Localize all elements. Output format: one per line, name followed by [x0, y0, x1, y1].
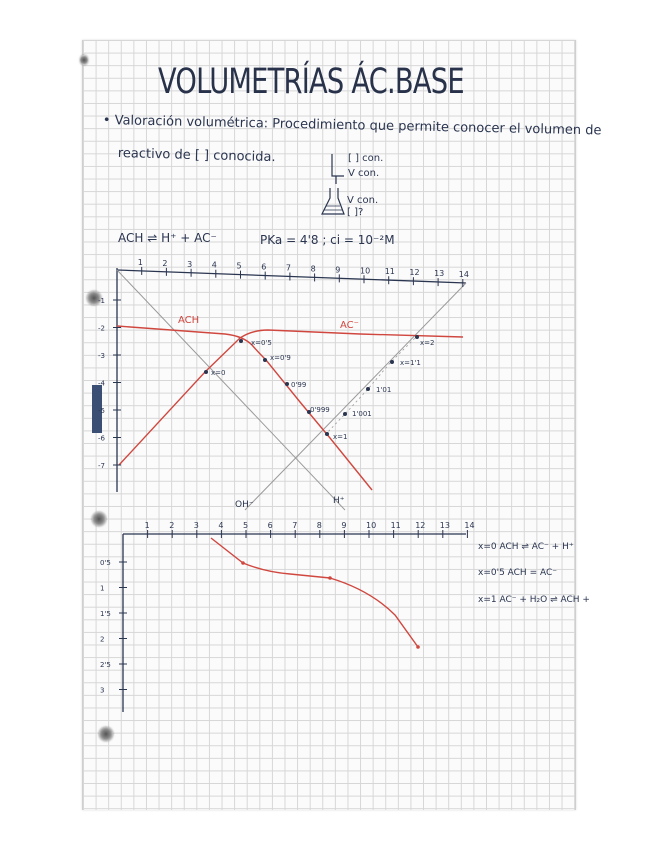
log-x-tick-label: 10 [360, 266, 371, 276]
log-x-tick-label: 1 [137, 257, 143, 267]
point-x11 [390, 360, 394, 364]
titration-x-tick-label: 7 [292, 521, 298, 530]
label-x1: x=1 [333, 433, 348, 441]
label-x101: 1'01 [376, 386, 392, 394]
label-x2: x=2 [420, 339, 435, 347]
point-x2 [415, 335, 419, 339]
titration-point-b [328, 576, 332, 580]
titration-y-tick-label: 0'5 [100, 559, 111, 567]
label-ac: AC⁻ [340, 320, 359, 331]
log-x-tick-label: 13 [434, 269, 445, 279]
ac-curve [119, 330, 463, 465]
titration-x-tick-label: 1 [144, 521, 150, 530]
burette-vol-note: V con. [348, 168, 380, 179]
titration-y-tick-label: 1'5 [100, 610, 111, 618]
log-x-tick-label: 7 [285, 263, 291, 273]
label-x1001: 1'001 [352, 410, 372, 418]
titration-x-tick-label: 3 [193, 521, 199, 530]
label-ach: ACH [178, 315, 200, 326]
log-x-tick-label: 14 [458, 270, 469, 280]
log-y-tick-label: -6 [98, 434, 105, 443]
ach-curve [117, 326, 372, 490]
point-x05 [239, 339, 243, 343]
log-y-tick-label: -4 [98, 379, 105, 388]
oh-minus-line [245, 283, 466, 510]
titration-curve [211, 538, 418, 647]
titration-y-tick-label: 2'5 [100, 661, 111, 669]
log-y-tick-label: -2 [98, 324, 105, 333]
equilibrium-equation: ACH ⇌ H⁺ + AC⁻ [118, 231, 217, 245]
point-x101 [366, 387, 370, 391]
h-plus-line [117, 270, 348, 510]
titration-x-tick-label: 8 [316, 521, 322, 530]
point-x099 [285, 382, 289, 386]
label-oh: OH⁻ [235, 500, 254, 510]
titration-y-tick-label: 3 [100, 686, 105, 695]
note-x0: x=0 ACH ⇌ AC⁻ + H⁺ [478, 542, 574, 552]
log-y-tick-label: -5 [98, 407, 105, 415]
titration-x-tick-label: 14 [464, 521, 475, 530]
flask-conc-note: [ ]? [347, 207, 364, 218]
label-x11: x=1'1 [400, 359, 421, 367]
log-x-tick-label: 6 [261, 262, 267, 272]
label-h: H⁺ [333, 496, 345, 506]
titration-x-tick-label: 4 [218, 521, 224, 530]
titration-x-tick-label: 2 [169, 521, 175, 530]
log-x-tick-label: 4 [211, 260, 217, 270]
titration-x-tick-label: 12 [415, 521, 426, 530]
titration-x-tick-label: 11 [390, 521, 401, 530]
titration-point-a [241, 561, 245, 565]
titration-x-tick-label: 10 [366, 521, 377, 530]
point-x1001 [343, 412, 347, 416]
log-y-tick-label: -1 [98, 297, 105, 305]
titration-x-tick-label: 6 [267, 521, 273, 530]
label-x0: x=0 [211, 369, 226, 377]
label-x05: x=0'5 [251, 339, 272, 347]
log-x-tick-label: 5 [236, 261, 242, 271]
log-x-tick-label: 9 [335, 265, 341, 275]
titration-y-tick-label: 1 [100, 584, 105, 593]
titration-y-tick-label: 2 [100, 635, 105, 644]
label-x099: 0'99 [291, 381, 307, 389]
log-x-tick-label: 3 [187, 259, 193, 269]
note-x05: x=0'5 ACH = AC⁻ [478, 568, 558, 578]
label-x09: x=0'9 [270, 354, 291, 362]
titration-points-line [325, 336, 417, 435]
point-x0 [204, 370, 208, 374]
pka-concentration: PKa = 4'8 ; ci = 10⁻²M [260, 233, 395, 247]
titration-x-tick-label: 9 [341, 521, 347, 530]
log-x-tick-label: 8 [310, 264, 316, 274]
label-x0999: 0'999 [310, 406, 330, 414]
log-y-tick-label: -3 [98, 352, 105, 360]
log-x-tick-label: 2 [162, 258, 168, 268]
titration-x-tick-label: 13 [439, 521, 450, 530]
log-x-tick-label: 11 [384, 267, 395, 277]
flask-vol-note: V con. [347, 195, 379, 206]
definition-line-1: • Valoración volumétrica: Procedimiento que permite conocer el volumen de [102, 113, 602, 139]
point-x1 [325, 432, 329, 436]
definition-line-2: reactivo de [ ] conocida. [117, 146, 276, 166]
log-x-tick-label: 12 [409, 268, 420, 278]
titration-x-tick-label: 5 [243, 521, 249, 530]
titration-point-c [416, 645, 420, 649]
point-x09 [263, 358, 267, 362]
note-x1: x=1 AC⁻ + H₂O ⇌ ACH + [478, 595, 590, 605]
burette-conc-note: [ ] con. [348, 153, 384, 164]
page-title: VOLUMETRÍAS ÁC.BASE [158, 62, 464, 102]
log-y-tick-label: -7 [98, 462, 105, 470]
